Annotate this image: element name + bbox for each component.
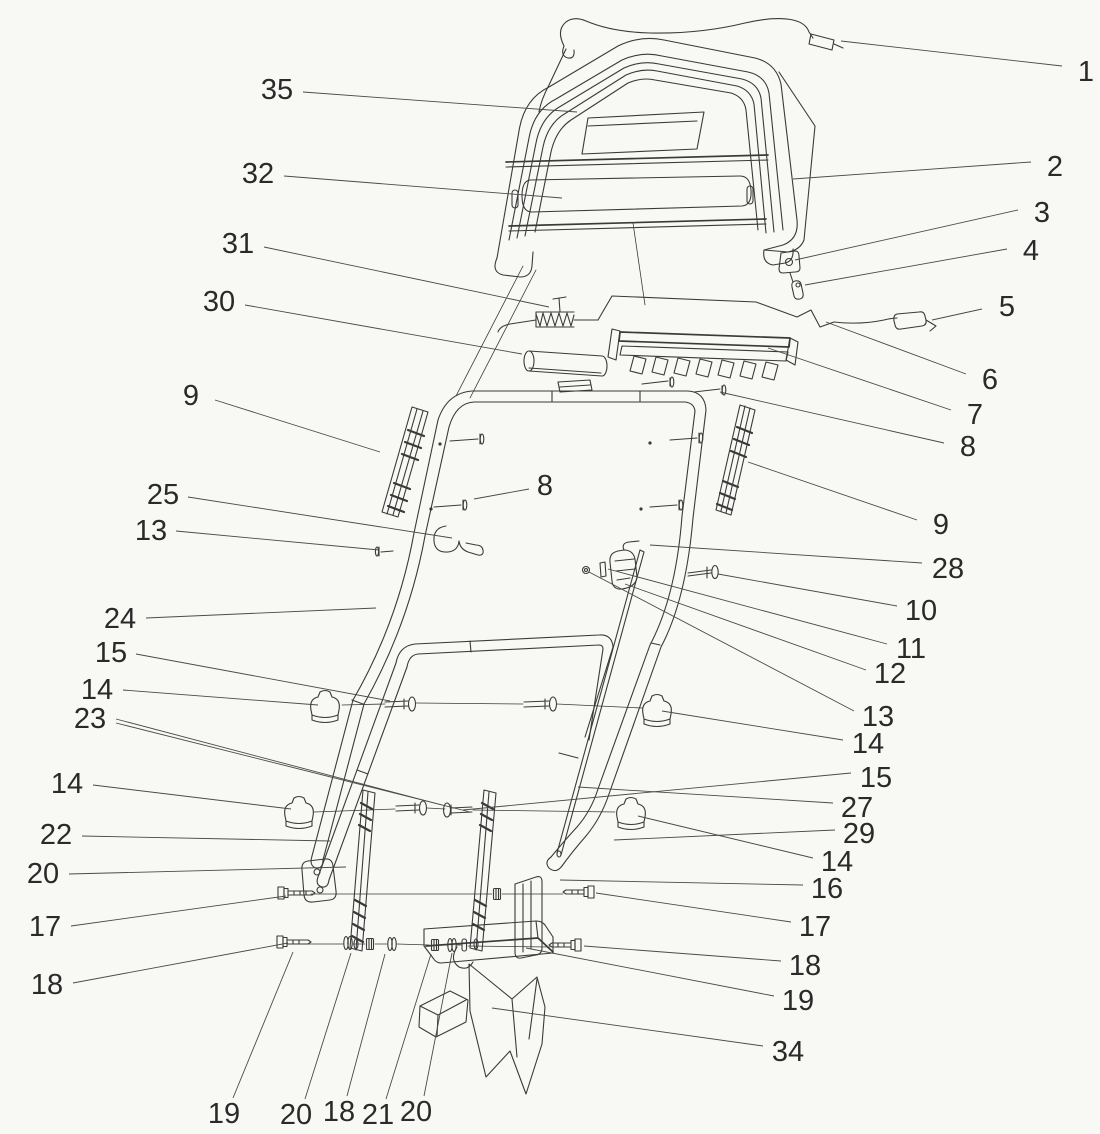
callout-label-3: 3 bbox=[1033, 197, 1051, 229]
callout-label-14: 14 bbox=[50, 768, 84, 800]
callout-label-6: 6 bbox=[981, 364, 999, 396]
callout-label-20: 20 bbox=[399, 1096, 433, 1128]
callout-label-24: 24 bbox=[103, 603, 137, 635]
callout-label-14: 14 bbox=[851, 728, 885, 760]
callout-label-16: 16 bbox=[810, 873, 844, 905]
lower-handle-tube bbox=[317, 635, 613, 887]
callout-label-1: 1 bbox=[1077, 56, 1095, 88]
leader-line-1 bbox=[841, 41, 1062, 66]
leader-line-25 bbox=[188, 497, 452, 538]
callout-label-17: 17 bbox=[798, 911, 832, 943]
callout-label-8: 8 bbox=[536, 470, 554, 502]
leader-line-12 bbox=[625, 584, 866, 670]
housing-panel bbox=[522, 176, 751, 212]
callout-label-13: 13 bbox=[134, 515, 168, 547]
cable-clip bbox=[375, 526, 483, 556]
hex-bolts bbox=[277, 886, 594, 951]
right-channel-bracket bbox=[515, 877, 542, 959]
callout-label-34: 34 bbox=[771, 1036, 805, 1068]
callout-layer bbox=[27, 41, 1094, 1131]
leader-line-22 bbox=[82, 836, 330, 841]
leader-line-3 bbox=[795, 210, 1018, 260]
callout-label-18: 18 bbox=[322, 1096, 356, 1128]
handle-screws bbox=[434, 433, 703, 510]
callout-label-18: 18 bbox=[788, 950, 822, 982]
callout-label-18: 18 bbox=[30, 969, 64, 1001]
leader-line-20 bbox=[69, 867, 346, 874]
leader-line-19 bbox=[526, 948, 774, 996]
callout-label-14: 14 bbox=[820, 846, 854, 878]
callout-label-5: 5 bbox=[998, 291, 1016, 323]
leader-line-11 bbox=[608, 569, 887, 644]
callout-label-7: 7 bbox=[966, 399, 984, 431]
leader-line-4 bbox=[805, 249, 1007, 285]
callout-label-28: 28 bbox=[931, 553, 965, 585]
leader-line-14 bbox=[662, 711, 843, 740]
leader-line-18 bbox=[347, 954, 385, 1096]
cable-ferrule bbox=[894, 312, 926, 329]
leader-line-8 bbox=[474, 489, 529, 499]
callout-label-11: 11 bbox=[895, 633, 927, 665]
leader-line-2 bbox=[793, 162, 1031, 179]
callout-label-19: 19 bbox=[207, 1098, 241, 1130]
leader-line-15 bbox=[463, 773, 851, 810]
leader-line-30 bbox=[245, 305, 522, 354]
leader-line-13 bbox=[589, 572, 854, 711]
callout-label-25: 25 bbox=[146, 479, 180, 511]
leader-line-7 bbox=[768, 348, 951, 410]
callout-label-15: 15 bbox=[859, 762, 893, 794]
leader-line-14 bbox=[93, 785, 291, 809]
callout-label-30: 30 bbox=[202, 286, 236, 318]
leader-line-34 bbox=[492, 1008, 763, 1046]
callout-label-22: 22 bbox=[39, 819, 73, 851]
toothed-bar bbox=[608, 329, 798, 395]
callout-label-21: 21 bbox=[361, 1099, 395, 1131]
callout-label-9: 9 bbox=[182, 380, 200, 412]
leader-line-19 bbox=[233, 952, 293, 1098]
callout-label-13: 13 bbox=[861, 701, 895, 733]
callout-label-20: 20 bbox=[279, 1099, 313, 1131]
callout-label-14: 14 bbox=[80, 674, 114, 706]
left-clevis-bracket bbox=[302, 859, 336, 902]
callout-label-23: 23 bbox=[73, 703, 107, 735]
upper-housing bbox=[456, 38, 815, 398]
spring bbox=[536, 312, 574, 327]
leader-line-18 bbox=[584, 946, 781, 961]
callout-label-32: 32 bbox=[241, 158, 275, 190]
leader-line-17 bbox=[71, 896, 286, 926]
callout-label-2: 2 bbox=[1046, 151, 1064, 183]
callout-label-17: 17 bbox=[28, 911, 62, 943]
leader-line-23 bbox=[116, 723, 470, 812]
callout-label-9: 9 bbox=[932, 509, 950, 541]
leader-line-28 bbox=[650, 545, 922, 563]
spring-and-bail-wire bbox=[498, 296, 936, 332]
leader-line-23 bbox=[116, 719, 442, 805]
leader-line-18 bbox=[73, 943, 288, 983]
callout-label-31: 31 bbox=[221, 228, 255, 260]
roller bbox=[524, 351, 607, 392]
leader-line-17 bbox=[596, 893, 791, 922]
leader-line-10 bbox=[718, 574, 897, 606]
leader-line-14 bbox=[638, 816, 813, 858]
upper-handle-tube bbox=[311, 391, 706, 871]
callout-label-27: 27 bbox=[840, 792, 874, 824]
leader-line-20 bbox=[424, 953, 452, 1096]
callout-label-15: 15 bbox=[94, 637, 128, 669]
carriage-bolts bbox=[385, 697, 557, 817]
callout-label-8: 8 bbox=[959, 431, 977, 463]
callout-label-12: 12 bbox=[873, 658, 907, 690]
leader-line-16 bbox=[560, 880, 803, 885]
callout-label-20: 20 bbox=[26, 858, 60, 890]
callout-label-29: 29 bbox=[842, 818, 876, 850]
leader-line-32 bbox=[284, 176, 562, 198]
actuator-rod bbox=[557, 550, 644, 857]
strap-arms bbox=[350, 790, 496, 951]
leader-line-9 bbox=[215, 400, 380, 452]
leader-line-5 bbox=[932, 309, 982, 320]
callout-label-4: 4 bbox=[1022, 235, 1040, 267]
leader-line-20 bbox=[305, 953, 351, 1099]
leader-line-9 bbox=[748, 462, 917, 520]
leader-line-31 bbox=[264, 247, 549, 307]
callout-label-19: 19 bbox=[781, 985, 815, 1017]
callout-label-35: 35 bbox=[260, 74, 294, 106]
leader-line-21 bbox=[386, 954, 431, 1099]
leader-line-14 bbox=[123, 690, 318, 705]
leader-line-29 bbox=[614, 830, 835, 840]
leader-line-13 bbox=[176, 531, 379, 550]
callout-label-10: 10 bbox=[904, 595, 938, 627]
leader-line-24 bbox=[146, 608, 376, 618]
leader-line-6 bbox=[826, 322, 966, 374]
leader-line-35 bbox=[303, 92, 577, 112]
